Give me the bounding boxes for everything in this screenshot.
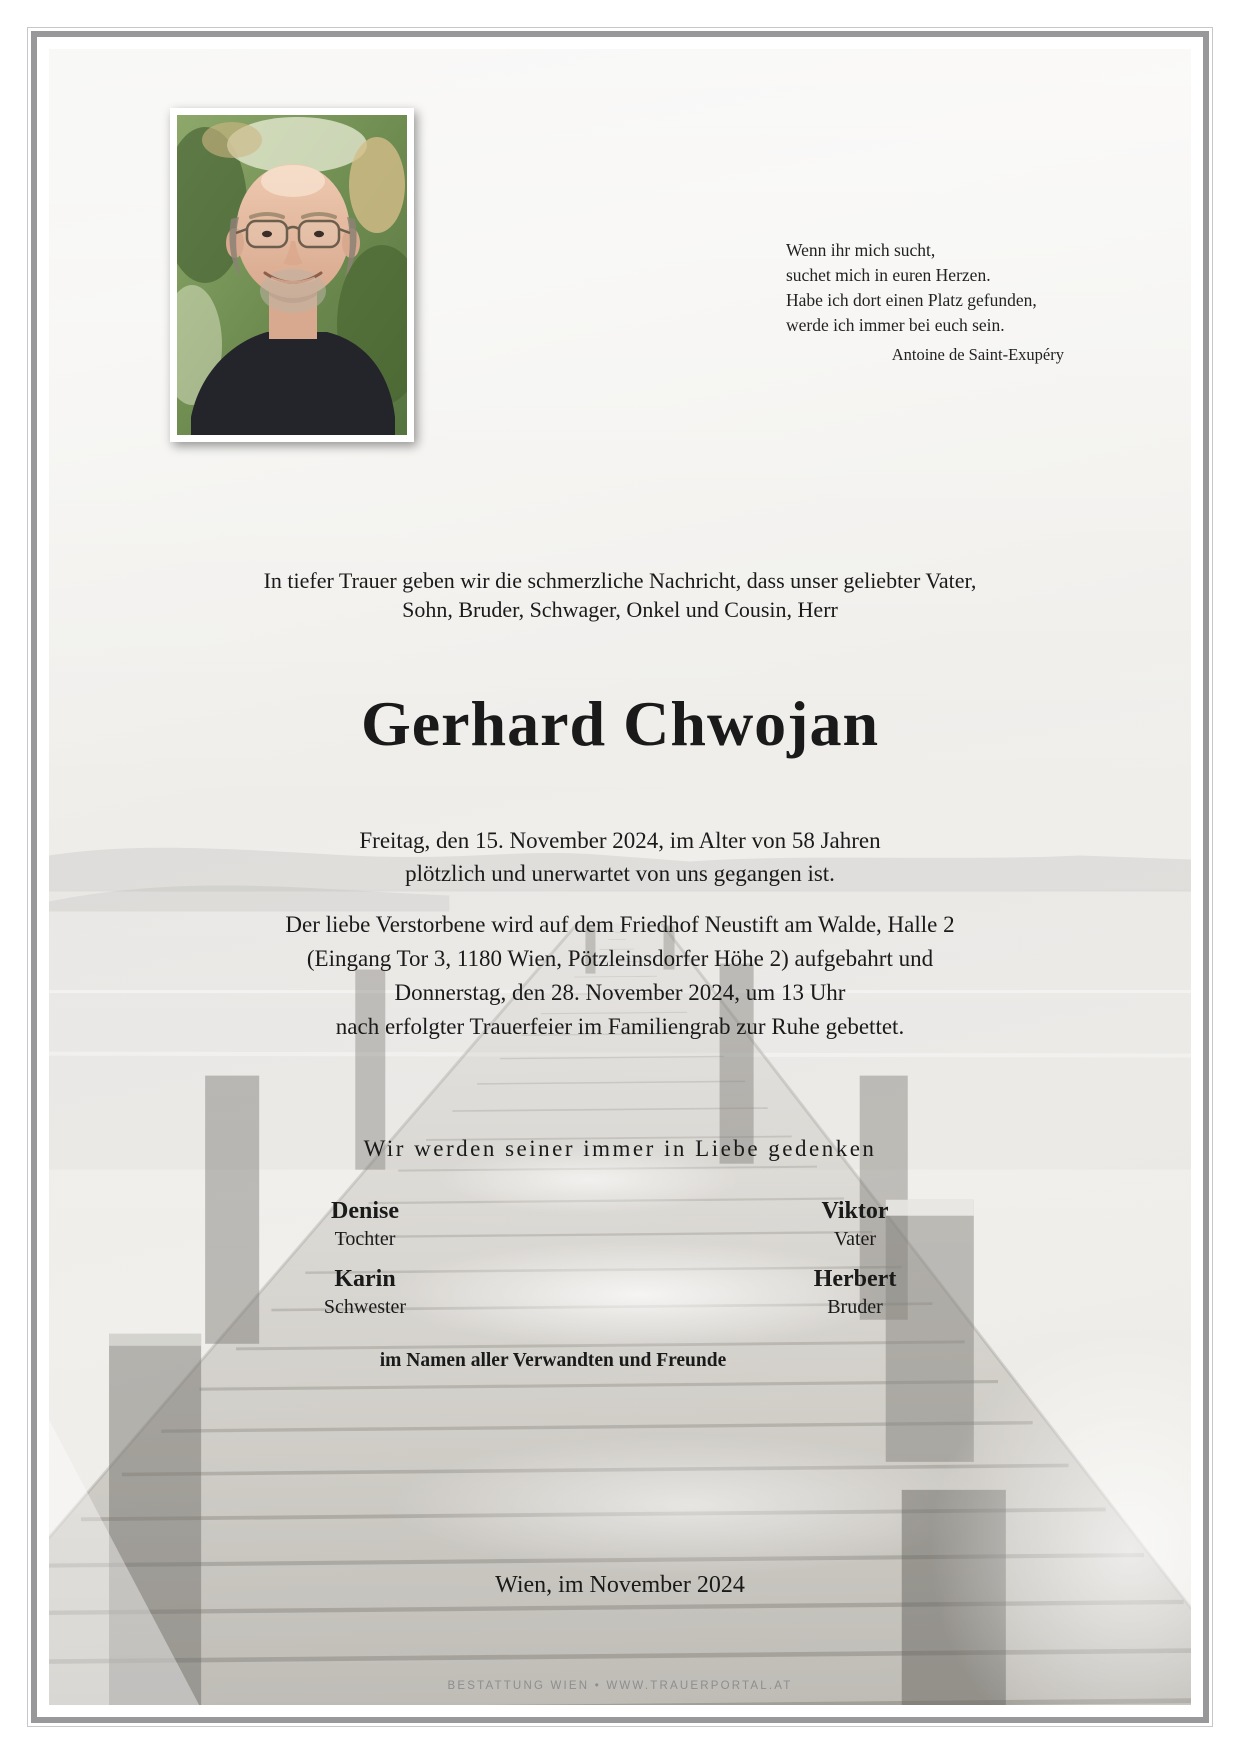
intro-line: Sohn, Bruder, Schwager, Onkel und Cousin, Herr — [402, 597, 838, 622]
portrait-illustration — [177, 115, 407, 435]
death-notice — [49, 824, 1191, 890]
mourner-entry — [215, 1264, 515, 1320]
funeral-line: Der liebe Verstorbene wird auf dem Friedhof Neustift am Walde, Halle 2 — [285, 912, 955, 937]
closing-line: im Namen aller Verwandten und Freunde — [379, 1350, 727, 1371]
announcement-intro — [49, 566, 1191, 624]
death-notice-line: plötzlich und unerwartet von uns gegangen ist. — [405, 861, 835, 886]
deceased-name: Gerhard Chwojan — [360, 688, 880, 759]
mourners-column-left — [215, 1196, 515, 1332]
mourner-entry — [705, 1196, 1005, 1252]
quote-line: suchet mich in euren Herzen. — [786, 265, 991, 285]
mourner-relation: Vater — [833, 1228, 877, 1250]
mourner-entry — [215, 1196, 515, 1252]
mourner-name: Viktor — [821, 1198, 889, 1224]
remembrance-line: Wir werden seiner immer in Liebe gedenken — [363, 1136, 877, 1161]
mourner-name: Denise — [331, 1198, 399, 1224]
quote-line: Wenn ihr mich sucht, — [786, 240, 936, 260]
mourners-column-right — [705, 1196, 1005, 1332]
funeral-line: (Eingang Tor 3, 1180 Wien, Pötzleinsdorfer Höhe 2) aufgebahrt und — [306, 946, 934, 971]
mourner-entry — [705, 1264, 1005, 1320]
mourner-name: Herbert — [813, 1266, 897, 1292]
death-notice-line: Freitag, den 15. November 2024, im Alter von 58 Jahren — [359, 828, 881, 853]
footer-line: BESTATTUNG WIEN • WWW.TRAUERPORTAL.AT — [447, 1680, 793, 1692]
mourner-name: Karin — [334, 1266, 396, 1292]
intro-line: In tiefer Trauer geben wir die schmerzliche Nachricht, dass unser geliebter Vater, — [263, 568, 977, 593]
quote-line: Habe ich dort einen Platz gefunden, — [786, 290, 1037, 310]
mourner-relation: Schwester — [323, 1296, 407, 1318]
mourner-relation: Tochter — [334, 1228, 396, 1250]
place-date-line: Wien, im November 2024 — [495, 1572, 745, 1598]
card-content-area — [49, 49, 1191, 1705]
quote-line: werde ich immer bei euch sein. — [786, 315, 1005, 335]
mourners-list — [49, 1196, 1191, 1376]
funeral-line: nach erfolgter Trauerfeier im Familiengrab zur Ruhe gebettet. — [335, 1014, 905, 1039]
quote-attribution: Antoine de Saint-Exupéry — [891, 345, 1064, 364]
portrait-photo — [170, 108, 414, 442]
funeral-details — [49, 908, 1191, 1044]
funeral-line: Donnerstag, den 28. November 2024, um 13 Uhr — [394, 980, 846, 1005]
mourner-relation: Bruder — [827, 1296, 883, 1318]
memorial-quote — [786, 238, 1064, 367]
